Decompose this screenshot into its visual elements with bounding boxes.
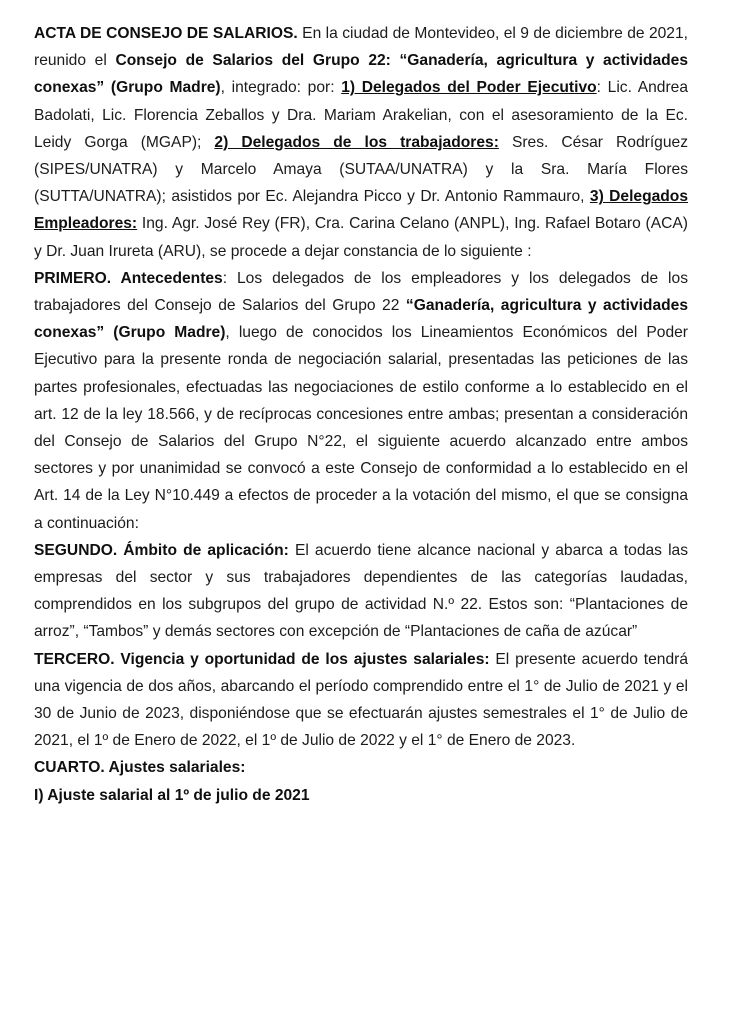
group-name-bold: “Ganadería, agricultura y actividades conexas” (Grupo Madre)	[34, 297, 688, 342]
section-segundo-label: SEGUNDO. Ámbito de aplicación:	[34, 541, 289, 559]
paragraph-primero: PRIMERO. Antecedentes: Los delegados de los empleadores y los delegados de los trabajadores del Consejo de Salarios del Grupo 22 “Ganadería, agricultura y actividades conexas” (Grupo Madre), luego de conocidos los Lineamientos Económicos del Poder Ejecutivo para la presente ronda de negociación salarial, presentadas las peticiones de las partes profesionales, efectuadas las negociaciones de estilo conforme a lo establecido en el art. 12 de la ley 18.566, y de recíprocas concesiones entre ambas; presentan a consideración del Consejo de Salarios del Grupo N°22, el siguiente acuerdo alcanzado entre ambos sectores y por unanimidad se convocó a este Consejo de conformidad a lo establecido en el Art. 14 de la Ley N°10.449 a efectos de proceder a la votación del mismo, el que se consigna a continuación:	[34, 269, 688, 532]
council-group-name: Consejo de Salarios del Grupo 22: “Ganadería, agricultura y actividades conexas” (Grupo Madre)	[34, 52, 689, 97]
section-primero-label: PRIMERO. Antecedentes	[34, 269, 223, 287]
heading-executive-delegates: 1) Delegados del Poder Ejecutivo	[341, 79, 597, 97]
heading-worker-delegates: 2) Delegados de los trabajadores:	[214, 133, 499, 151]
section-tercero-label: TERCERO. Vigencia y oportunidad de los ajustes salariales:	[34, 650, 490, 668]
paragraph-tercero: TERCERO. Vigencia y oportunidad de los ajustes salariales: El presente acuerdo tendrá una vigencia de dos años, abarcando el período comprendido entre el 1° de Julio de 2021 y el 30 de Junio de 2023, disponiéndose que se efectuarán ajustes semestrales el 1° de Julio de 2021, el 1º de Enero de 2022, el 1º de Julio de 2022 y el 1° de Enero de 2023.	[34, 650, 688, 750]
document-page	[34, 20, 688, 809]
paragraph-acta: ACTA DE CONSEJO DE SALARIOS. En la ciudad de Montevideo, el 9 de diciembre de 2021, reunido el Consejo de Salarios del Grupo 22: “Ganadería, agricultura y actividades conexas” (Grupo Madre), integrado: por: 1) Delegados del Poder Ejecutivo: Lic. Andrea Badolati, Lic. Florencia Zeballos y Dra. Mariam Arakelian, con el asesoramiento de la Ec. Leidy Gorga (MGAP); 2) Delegados de los trabajadores: Sres. César Rodríguez (SIPES/UNATRA) y Marcelo Amaya (SUTAA/UNATRA) y la Sra. María Flores (SUTTA/UNATRA); asistidos por Ec. Alejandra Picco y Dr. Antonio Rammauro, 3) Delegados Empleadores: Ing. Agr. José Rey (FR), Cra. Carina Celano (ANPL), Ing. Rafael Botaro (ACA) y Dr. Juan Irureta (ARU), se procede a dejar constancia de lo siguiente :	[34, 25, 689, 260]
section-cuarto-label: CUARTO. Ajustes salariales:	[34, 759, 246, 777]
acta-title: ACTA DE CONSEJO DE SALARIOS.	[34, 25, 298, 42]
heading-employer-delegates: 3) Delegados Empleadores:	[34, 188, 688, 233]
paragraph-cuarto	[34, 754, 688, 781]
subsection-ajuste-label: I) Ajuste salarial al 1º de julio de 2021	[34, 786, 310, 804]
paragraph-ajuste-heading	[34, 782, 688, 809]
paragraph-segundo: SEGUNDO. Ámbito de aplicación: El acuerdo tiene alcance nacional y abarca a todas las empresas del sector y sus trabajadores dependientes de las categorías laudadas, comprendidos en los subgrupos del grupo de actividad N.º 22. Estos son: “Plantaciones de arroz”, “Tambos” y demás sectores con excepción de “Plantaciones de caña de azúcar”	[34, 541, 688, 641]
